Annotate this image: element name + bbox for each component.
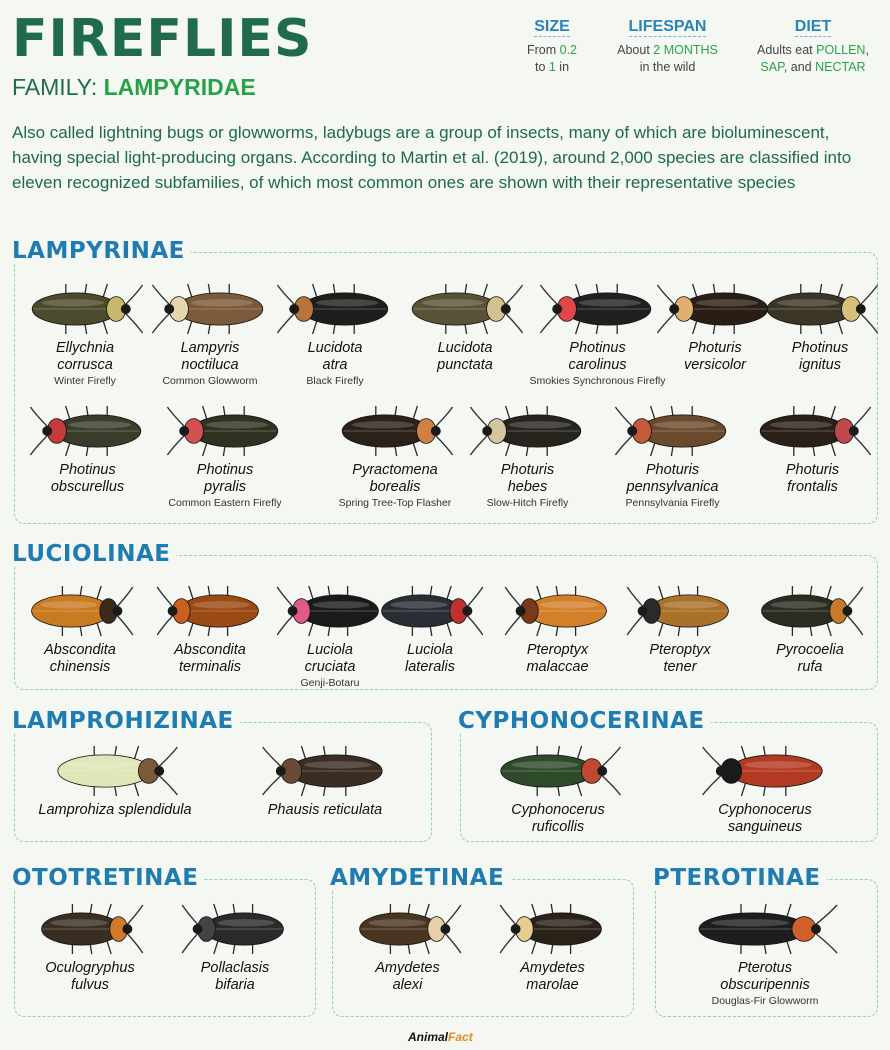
species-card [525,278,670,387]
stat-diet [743,18,883,76]
family-label: FAMILY: [12,74,98,100]
firefly-illustration [25,278,145,340]
species-common-name: Black Firefly [306,375,364,387]
stat-size-head: SIZE [534,18,570,35]
species-name: Abscondita chinensis [44,642,116,675]
species-name: Photinus carolinus [568,340,627,373]
species-name: Pollaclasis bifaria [200,960,270,993]
species-name: Photuris versicolor [683,340,747,373]
species-card [370,580,490,675]
firefly-illustration [405,278,525,340]
species-common-name: Douglas-Fir Glowworm [711,995,819,1007]
family-line [12,74,256,101]
species-card [760,278,880,373]
firefly-illustration [538,278,658,340]
firefly-illustration [493,740,623,802]
stat-lifespan-head: LIFESPAN [628,18,707,35]
stat-size [518,18,586,76]
firefly-illustration [760,278,880,340]
stat-diet-nectar: NECTAR [815,60,866,74]
species-card [595,400,750,509]
species-common-name: Winter Firefly [54,375,116,387]
section-title-lampyrinae: LAMPYRINAE [12,238,191,264]
species-name: Pterotus obscuripennis [720,960,810,993]
stat-size-unit: in [555,60,570,74]
section-title-luciolinae: LUCIOLINAE [12,541,176,567]
species-card [745,580,875,675]
family-name: LAMPYRIDAE [103,74,256,100]
species-name: Amydetes marolae [520,960,585,993]
species-name: Pyrocoelia rufa [776,642,844,675]
species-common-name: Pennsylvania Firefly [625,497,720,509]
firefly-illustration [375,580,485,642]
section-title-lamprohizinae: LAMPROHIZINAE [12,708,240,734]
species-name: Photinus pyralis [196,462,254,495]
species-name: Photinus ignitus [791,340,849,373]
firefly-illustration [155,580,265,642]
stat-diet-sap: SAP [760,60,784,74]
species-card [15,580,145,675]
firefly-illustration [700,740,830,802]
stat-lifespan-text2: in the wild [639,60,696,74]
stat-size-min: 0.2 [559,43,578,57]
stat-size-text2: to [534,60,549,74]
stat-diet-head: DIET [794,18,832,35]
firefly-illustration [35,898,145,960]
species-name: Pteroptyx malaccae [526,642,589,675]
firefly-illustration [655,278,775,340]
firefly-illustration [50,740,180,802]
stat-size-text: From [526,43,560,57]
section-title-cyphonocerinae: CYPHONOCERINAE [458,708,711,734]
species-name: Pteroptyx tener [649,642,711,675]
firefly-illustration [180,898,290,960]
species-common-name: Common Eastern Firefly [168,497,282,509]
firefly-illustration [503,580,613,642]
firefly-illustration [275,278,395,340]
species-card [20,740,210,819]
species-common-name: Spring Tree-Top Flasher [338,497,452,509]
species-card [25,898,155,993]
species-name: Abscondita terminalis [174,642,246,675]
species-card [20,278,150,387]
logo-part-a: Animal [408,1030,449,1044]
firefly-illustration [468,400,588,462]
species-name: Lamprohiza splendidula [38,802,192,818]
firefly-illustration [755,580,865,642]
species-name: Lampyris noctiluca [180,340,240,373]
species-card [145,278,275,387]
species-name: Amydetes alexi [375,960,440,993]
site-logo [408,1030,473,1044]
species-common-name: Common Glowworm [162,375,258,387]
species-name: Phausis reticulata [267,802,383,818]
stat-size-max: 1 [548,60,556,74]
species-card [400,278,530,373]
stat-diet-pollen: POLLEN [816,43,866,57]
species-common-name: Slow-Hitch Firefly [486,497,569,509]
logo-part-b: Fact [448,1030,473,1044]
firefly-illustration [275,580,385,642]
intro-paragraph: Also called lightning bugs or glowworms, ladybugs are a group of insects, many of which are bioluminescent, having special light-producing organs. According to Martin et al. (2019), around 2,000 species are classified into eleven recognized subfamilies, of which most common ones are shown with their representative species [12,123,852,192]
species-card [620,580,740,675]
species-common-name: Smokies Synchronous Firefly [529,375,666,387]
firefly-illustration [498,898,608,960]
section-title-amydetinae: AMYDETINAE [330,865,510,891]
stat-diet-and: , and [783,60,816,74]
species-card [680,740,850,835]
stat-lifespan-text: About [617,43,654,57]
section-title-ototretinae: OTOTRETINAE [12,865,204,891]
firefly-illustration [335,400,455,462]
stat-diet-comma: , [865,43,869,57]
species-name: Photinus obscurellus [50,462,125,495]
species-card [495,580,620,675]
firefly-illustration [690,898,840,960]
species-name: Cyphonocerus sanguineus [718,802,812,835]
species-name: Photuris hebes [500,462,555,495]
species-card [145,580,275,675]
species-name: Luciola lateralis [405,642,455,675]
firefly-illustration [25,580,135,642]
species-card [478,740,638,835]
species-card [460,400,595,509]
firefly-illustration [613,400,733,462]
species-name: Cyphonocerus ruficollis [511,802,605,835]
species-common-name: Genji-Botaru [300,677,360,689]
species-card [155,400,295,509]
section-title-pterotinae: PTEROTINAE [653,865,827,891]
species-name: Pyractomena borealis [352,462,438,495]
species-card [750,400,875,495]
stat-lifespan [600,18,735,76]
species-name: Photuris pennsylvanica [626,462,719,495]
firefly-illustration [150,278,270,340]
species-card [320,400,470,509]
page-title: FIREFLIES [12,9,313,69]
firefly-illustration [165,400,285,462]
species-name: Luciola cruciata [304,642,356,675]
species-name: Oculogryphus fulvus [45,960,135,993]
firefly-illustration [28,400,148,462]
species-card [655,278,775,373]
species-card [20,400,155,495]
species-card [170,898,300,993]
firefly-illustration [260,740,390,802]
firefly-illustration [353,898,463,960]
firefly-illustration [625,580,735,642]
species-name: Ellychnia corrusca [55,340,115,373]
species-name: Lucidota punctata [437,340,493,373]
species-card [490,898,615,993]
species-name: Photuris frontalis [785,462,840,495]
species-card [345,898,470,993]
stat-lifespan-value: 2 MONTHS [653,43,718,57]
stat-diet-text: Adults eat [757,43,817,57]
species-card [270,278,400,387]
species-card [245,740,405,819]
species-card [675,898,855,1007]
firefly-illustration [753,400,873,462]
species-name: Lucidota atra [307,340,363,373]
